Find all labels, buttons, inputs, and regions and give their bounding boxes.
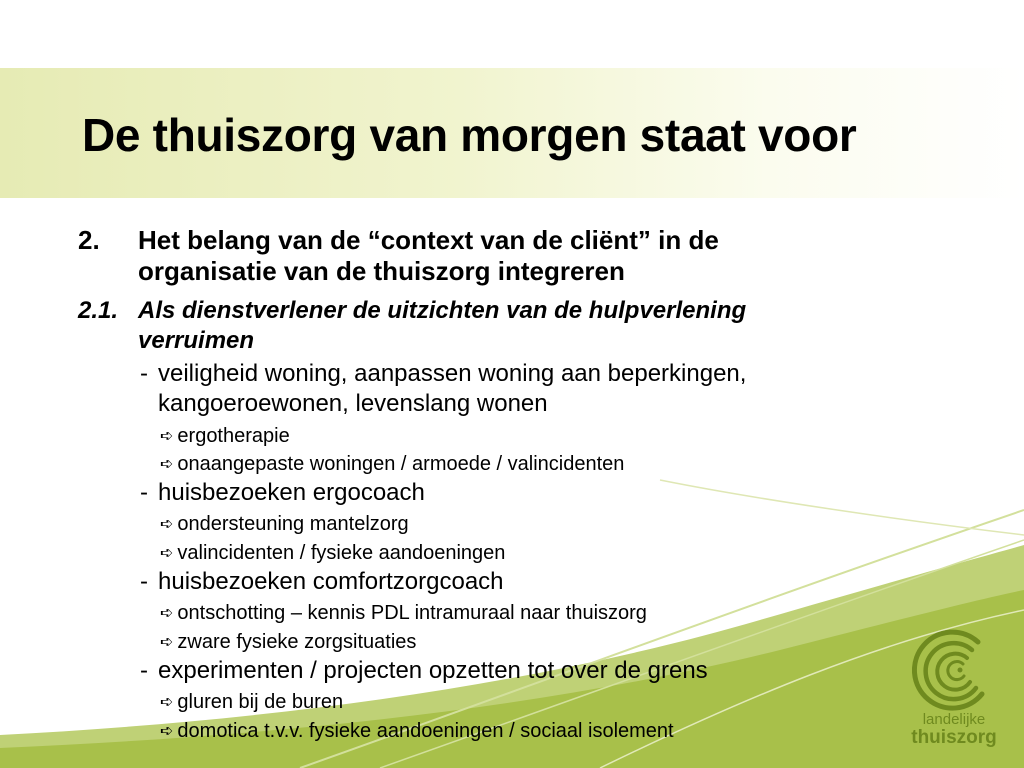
sub-bullet bbox=[160, 450, 624, 480]
sub-bullet bbox=[160, 422, 290, 452]
bullet-dash: - bbox=[140, 479, 148, 506]
bullet-dash: - bbox=[140, 657, 148, 684]
sub-bullet-text: domotica t.v.v. fysieke aandoeningen / sociaal isolement bbox=[177, 720, 674, 742]
section-heading-line2: organisatie van de thuiszorg integreren bbox=[138, 256, 625, 286]
arrow-right-icon: ➪ bbox=[160, 723, 174, 740]
section-heading-line1: Het belang van de “context van de cliënt” in de bbox=[138, 225, 719, 255]
bullet-text: veiligheid woning, aanpassen woning aan beperkingen, bbox=[158, 360, 747, 387]
sub-bullet-text: onaangepaste woningen / armoede / valincidenten bbox=[177, 453, 625, 475]
bullet-text: experimenten / projecten opzetten tot over de grens bbox=[158, 657, 708, 684]
sub-bullet-text: zware fysieke zorgsituaties bbox=[177, 631, 417, 653]
sub-bullet bbox=[160, 539, 505, 569]
arrow-right-icon: ➪ bbox=[160, 516, 174, 533]
sub-bullet bbox=[160, 688, 343, 718]
bullet-text: kangoeroewonen, levenslang wonen bbox=[158, 390, 548, 417]
sub-bullet-text: gluren bij de buren bbox=[177, 691, 344, 713]
bullet-dash: - bbox=[140, 360, 148, 387]
arrow-right-icon: ➪ bbox=[160, 634, 174, 651]
bullet-dash: - bbox=[140, 568, 148, 595]
sub-bullet-text: valincidenten / fysieke aandoeningen bbox=[177, 542, 506, 564]
sub-bullet-text: ontschotting – kennis PDL intramuraal naar thuiszorg bbox=[177, 602, 647, 624]
logo-name-line2: thuiszorg bbox=[911, 727, 997, 748]
arrow-right-icon: ➪ bbox=[160, 545, 174, 562]
sub-bullet bbox=[160, 628, 416, 658]
sub-bullet bbox=[160, 717, 674, 747]
sub-bullet-text: ergotherapie bbox=[177, 425, 290, 447]
spiral-logo-icon bbox=[912, 628, 996, 712]
logo-name-line1: landelijke bbox=[922, 711, 986, 728]
sub-bullet bbox=[160, 510, 409, 540]
arrow-right-icon: ➪ bbox=[160, 456, 174, 473]
sub-bullet-text: ondersteuning mantelzorg bbox=[177, 513, 409, 535]
subsection-heading-line2: verruimen bbox=[138, 327, 255, 354]
bullet-text: huisbezoeken comfortzorgcoach bbox=[158, 568, 504, 595]
subsection-heading-line1: Als dienstverlener de uitzichten van de hulpverlening bbox=[138, 297, 747, 324]
arrow-right-icon: ➪ bbox=[160, 694, 174, 711]
section-number: 2. bbox=[78, 225, 100, 255]
slide-title: De thuiszorg van morgen staat voor bbox=[82, 109, 857, 161]
arrow-right-icon: ➪ bbox=[160, 428, 174, 445]
bullet-text: huisbezoeken ergocoach bbox=[158, 479, 425, 506]
sub-bullet bbox=[160, 599, 647, 629]
subsection-number: 2.1. bbox=[78, 297, 119, 324]
arrow-right-icon: ➪ bbox=[160, 605, 174, 622]
